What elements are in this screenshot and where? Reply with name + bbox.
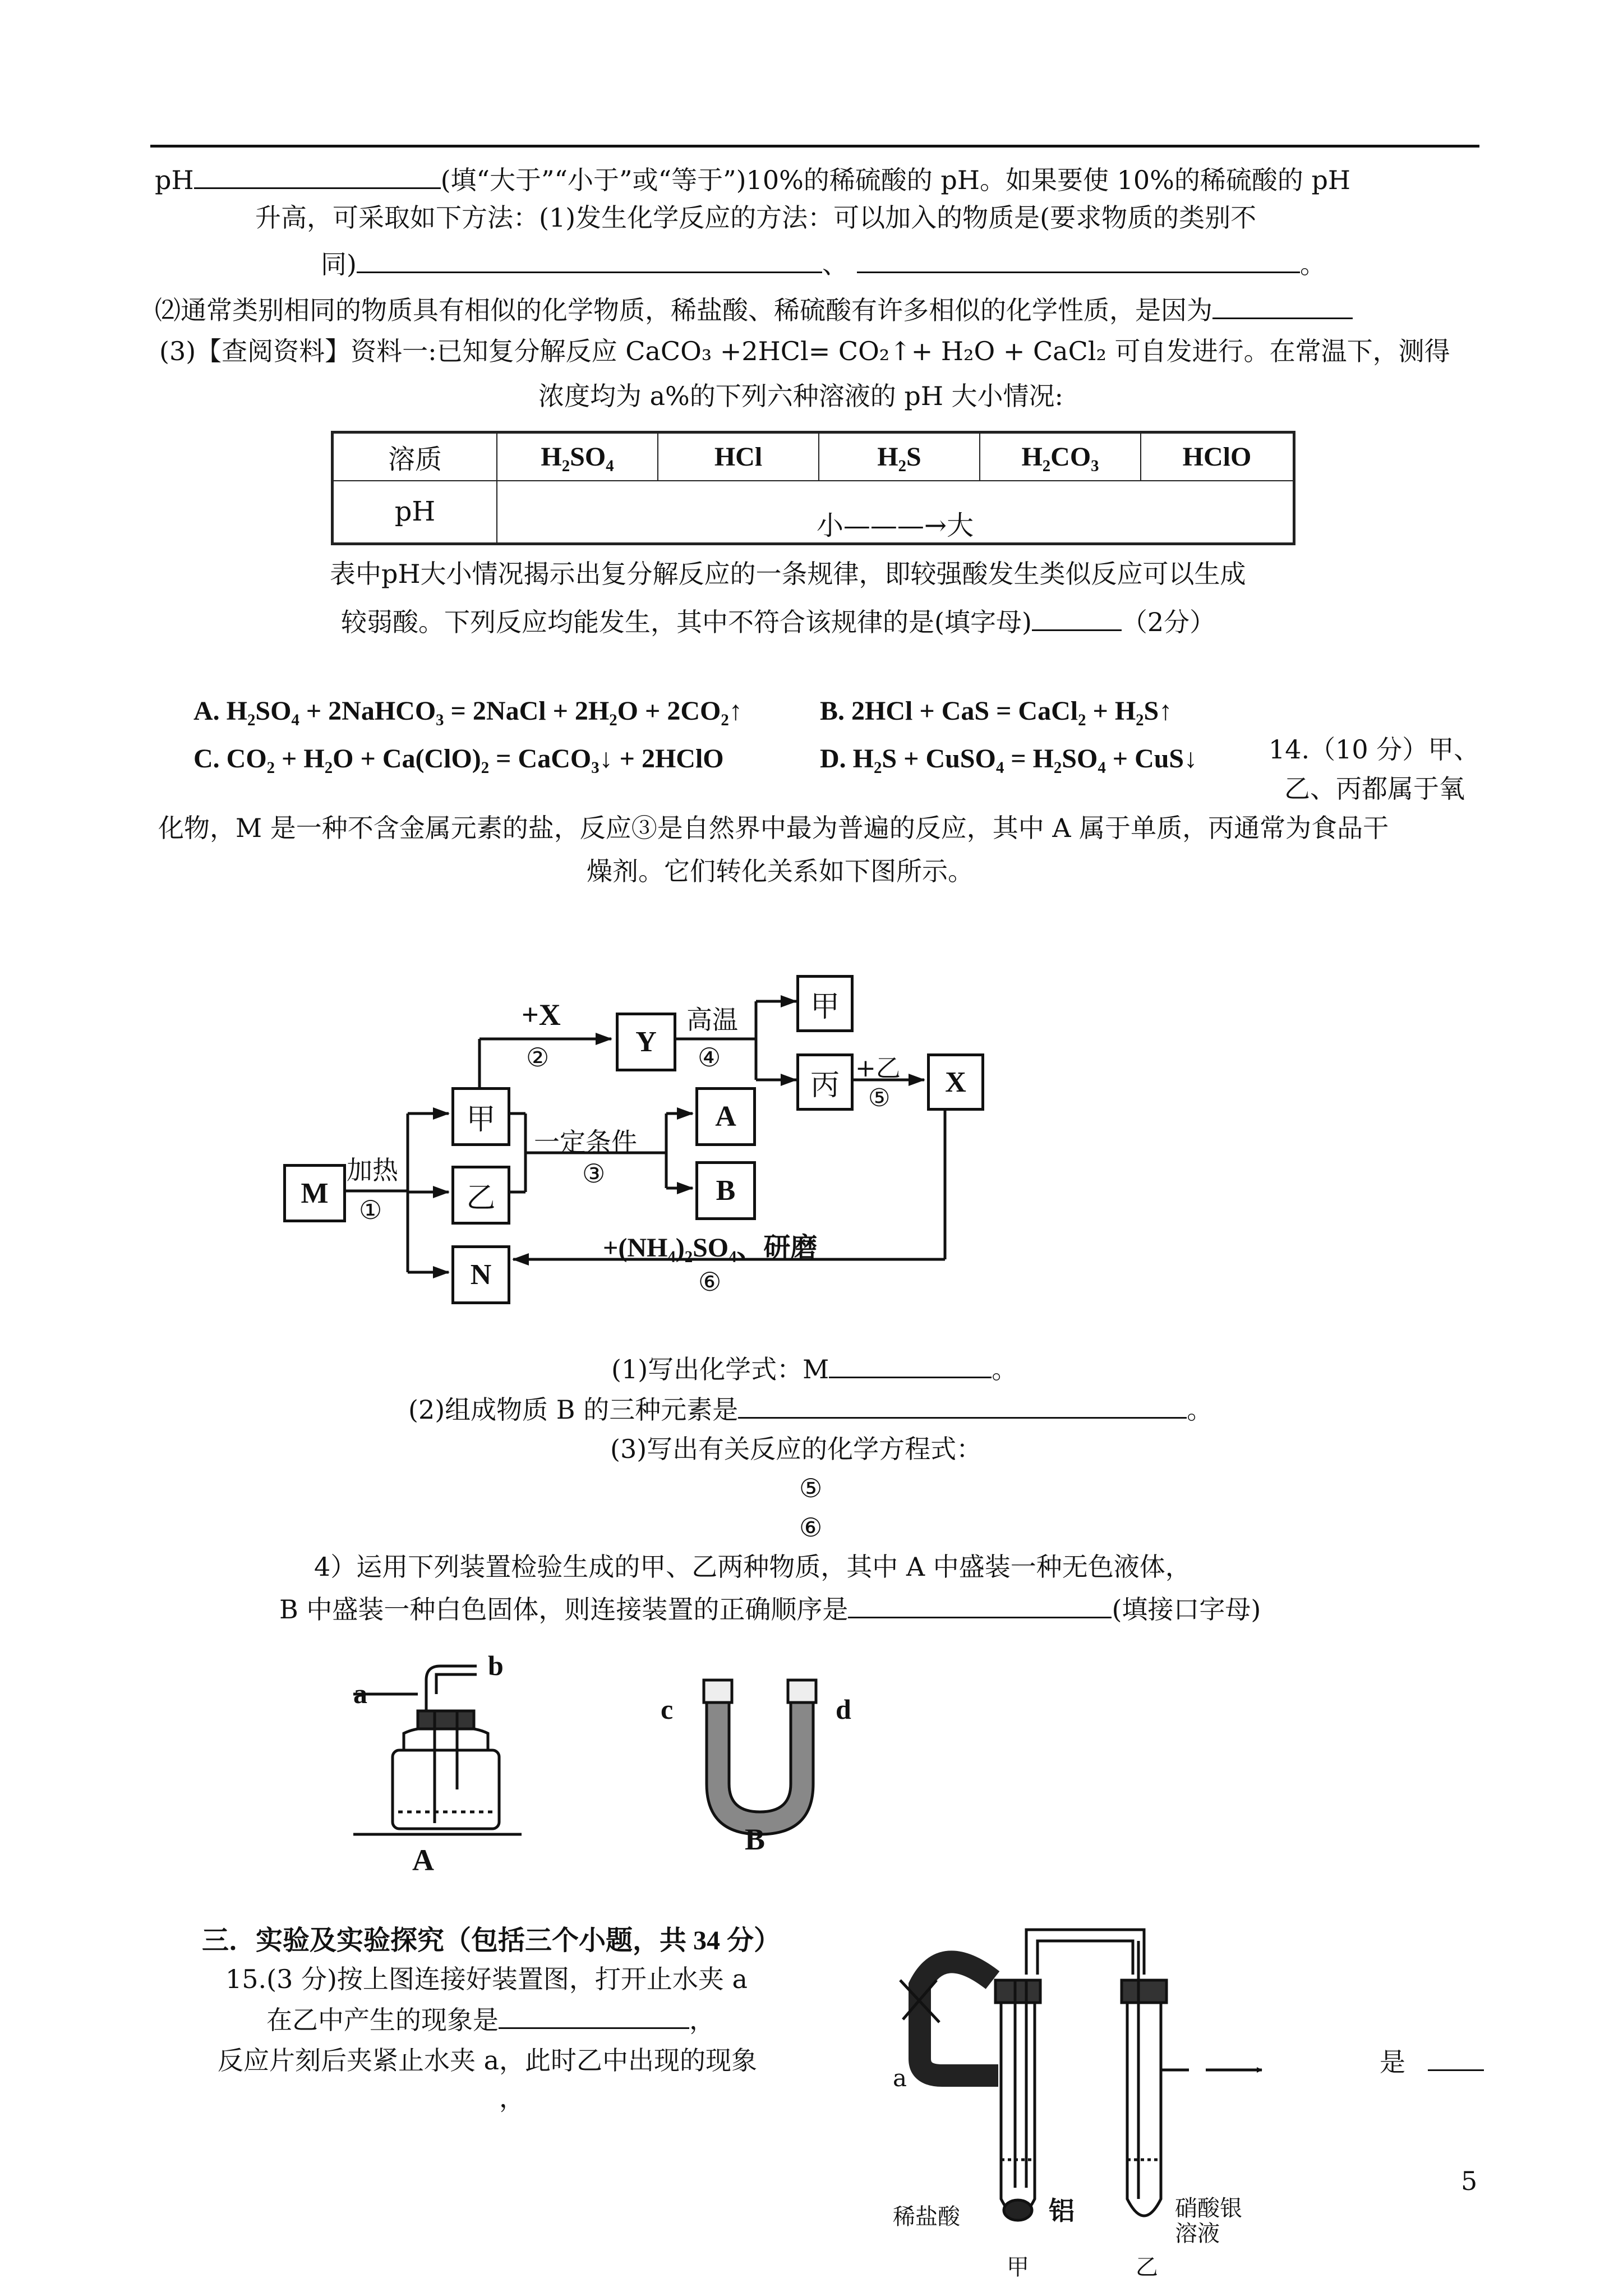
port-c-label: c <box>661 1694 674 1725</box>
ph-label: pH <box>155 165 194 195</box>
answer-blank <box>1428 2045 1484 2071</box>
question-2 <box>408 1392 1212 1425</box>
node-a: A <box>695 1087 756 1146</box>
u-tube <box>704 1680 816 1834</box>
node-bing: 丙 <box>796 1053 854 1111</box>
tube-jia <box>1001 2003 1035 2216</box>
label-step-6: ⑥ <box>698 1267 722 1297</box>
page-number: 5 <box>1461 2166 1478 2196</box>
question-1-text: (1)写出化学式：M <box>611 1354 829 1384</box>
q14-line2: 乙、丙都属于氧 <box>1284 774 1465 804</box>
q14-line4: 燥剂。它们转化关系如下图所示。 <box>587 856 974 886</box>
table-header-cell: H₂S <box>819 432 980 481</box>
option-c: C. CO₂ + H₂O + Ca(ClO)₂ = CaCO₃↓ + 2HClO <box>193 744 724 774</box>
line-8-text: 较弱酸。下列反应均能发生，其中不符合该规律的是(填字母) <box>341 607 1032 637</box>
port-d-label: d <box>836 1694 851 1725</box>
label-plus-x: +X <box>522 998 561 1032</box>
answer-blank <box>738 1392 1187 1419</box>
table-header-cell: H₂SO₄ <box>497 432 658 481</box>
line-7: 表中pH大小情况揭示出复分解反应的一条规律，即较强酸发生类似反应可以生成 <box>330 559 1246 589</box>
question-3-item-5: ⑤ <box>799 1473 823 1503</box>
option-a: A. H₂SO₄ + 2NaHCO₃ = 2NaCl + 2H₂O + 2CO₂↑ <box>193 696 743 726</box>
silver-nitrate-label-2: 溶液 <box>1175 2221 1220 2247</box>
answer-blank <box>499 2003 689 2029</box>
port-a-label: a <box>353 1678 367 1709</box>
q15-right <box>1380 2045 1484 2078</box>
label-high-temp: 高温 <box>686 1005 738 1035</box>
q15-line-1: 15.(3 分)按上图连接好装置图，打开止水夹 a <box>225 1964 748 1994</box>
q15-line-3: 反应片刻后夹紧止水夹 a，此时乙中出现的现象 <box>218 2045 758 2076</box>
silver-nitrate-label-1: 硝酸银 <box>1175 2196 1242 2221</box>
score: （2分） <box>1121 607 1216 637</box>
question-4-line-2 <box>279 1592 1261 1625</box>
label-step-3: ③ <box>582 1158 606 1189</box>
q15-line-2-end: ， <box>689 2005 715 2035</box>
apparatus-tubes <box>875 1907 1324 2289</box>
table-header-cell: HCl <box>658 432 819 481</box>
label-step-5: ⑤ <box>868 1084 891 1112</box>
clamp-label: a <box>893 2064 907 2092</box>
table-header-cell: H₂CO₃ <box>980 432 1141 481</box>
node-y: Y <box>616 1013 676 1071</box>
apparatus-a-label: A <box>412 1843 434 1877</box>
table-header-cell: 溶质 <box>333 432 497 481</box>
table-header-cell: HClO <box>1141 432 1294 481</box>
question-4-line-1: 4）运用下列装置检验生成的甲、乙两种物质，其中 A 中盛装一种无色液体， <box>314 1552 1191 1582</box>
aluminium-label: 铝 <box>1049 2197 1075 2225</box>
option-b: B. 2HCl + CaS = CaCl₂ + H₂S↑ <box>820 696 1173 726</box>
question-3: (3)写出有关反应的化学方程式： <box>610 1434 983 1464</box>
question-1-end: 。 <box>992 1354 1018 1384</box>
label-plus-yi: +乙 <box>855 1054 901 1083</box>
question-3-item-6: ⑥ <box>799 1512 823 1543</box>
option-d: D. H₂S + CuSO₄ = H₂SO₄ + CuS↓ <box>820 744 1198 774</box>
port-b-label: b <box>488 1650 504 1681</box>
tube-yi <box>1127 2003 1161 2216</box>
answer-blank <box>829 1352 992 1378</box>
label-step-1: ① <box>359 1195 382 1225</box>
node-m: M <box>283 1164 346 1222</box>
table-row-label: pH <box>333 481 497 544</box>
label-grind: +(NH₄)₂SO₄、研磨 <box>603 1233 818 1263</box>
apparatus-b-label: B <box>745 1823 766 1856</box>
gas-washing-bottle <box>353 1666 522 1834</box>
label-step-2: ② <box>526 1042 550 1073</box>
stopper-yi <box>1122 1980 1166 2003</box>
table-row-value: 小———→大 <box>497 481 1294 544</box>
question-1 <box>611 1352 1017 1385</box>
line-1-text: (填“大于”“小于”或“等于”)10%的稀硫酸的 pH。如果要使 10%的稀硫酸的 pH <box>440 165 1351 195</box>
line-3-start: 同) <box>321 249 357 279</box>
label-step-4: ④ <box>698 1042 721 1073</box>
q15-right-text: 是 <box>1380 2047 1405 2077</box>
section-3-title: 三．实验及实验探究（包括三个小题，共 34 分） <box>202 1926 781 1955</box>
question-2-end: 。 <box>1187 1395 1213 1425</box>
q15-line-2-text: 在乙中产生的现象是 <box>266 2005 499 2035</box>
q14-start: 14.（10 分）甲、 <box>1269 734 1480 765</box>
node-yi: 乙 <box>451 1166 510 1225</box>
q14-line3: 化物，M 是一种不含金属元素的盐，反应③是自然界中最为普遍的反应，其中 A 属于单质，丙通常为食品干 <box>158 813 1389 843</box>
line-4-text: ⑵通常类别相同的物质具有相似的化学物质，稀盐酸、稀硫酸有许多相似的化学性质，是因为 <box>155 295 1212 325</box>
line-5: (3)【查阅资料】资料一:已知复分解反应 CaCO₃ +2HCl= CO₂↑+ H₂O + CaCl₂ 可自发进行。在常温下，测得 <box>159 336 1450 366</box>
line-3-end: 。 <box>1299 249 1326 279</box>
node-jia-2: 甲 <box>796 975 854 1032</box>
node-b: B <box>695 1161 756 1220</box>
label-heat: 加热 <box>347 1155 398 1185</box>
acid-label: 稀盐酸 <box>893 2204 960 2230</box>
question-4-hint: (填接口字母) <box>1112 1594 1261 1625</box>
tube-jia-label: 甲 <box>1007 2254 1029 2280</box>
node-n: N <box>451 1245 510 1304</box>
node-x: X <box>927 1053 984 1111</box>
line-2: 升高，可采取如下方法：(1)发生化学反应的方法：可以加入的物质是(要求物质的类别不 <box>255 203 1257 233</box>
q15-line-2 <box>266 2003 715 2036</box>
stopper-jia <box>995 1980 1040 2003</box>
answer-blank <box>848 1592 1112 1618</box>
q15-line-4: ， <box>499 2083 525 2113</box>
line-6: 浓度均为 a%的下列六种溶液的 pH 大小情况: <box>538 381 1064 411</box>
question-4-text: B 中盛装一种白色固体，则连接装置的正确顺序是 <box>279 1594 849 1625</box>
label-condition: 一定条件 <box>534 1127 637 1157</box>
rubber-hose <box>920 1962 998 2076</box>
node-jia: 甲 <box>451 1087 510 1146</box>
tube-yi-label: 乙 <box>1136 2254 1158 2280</box>
question-2-text: (2)组成物质 B 的三种元素是 <box>408 1395 739 1425</box>
line-3-sep: 、 <box>822 249 848 279</box>
